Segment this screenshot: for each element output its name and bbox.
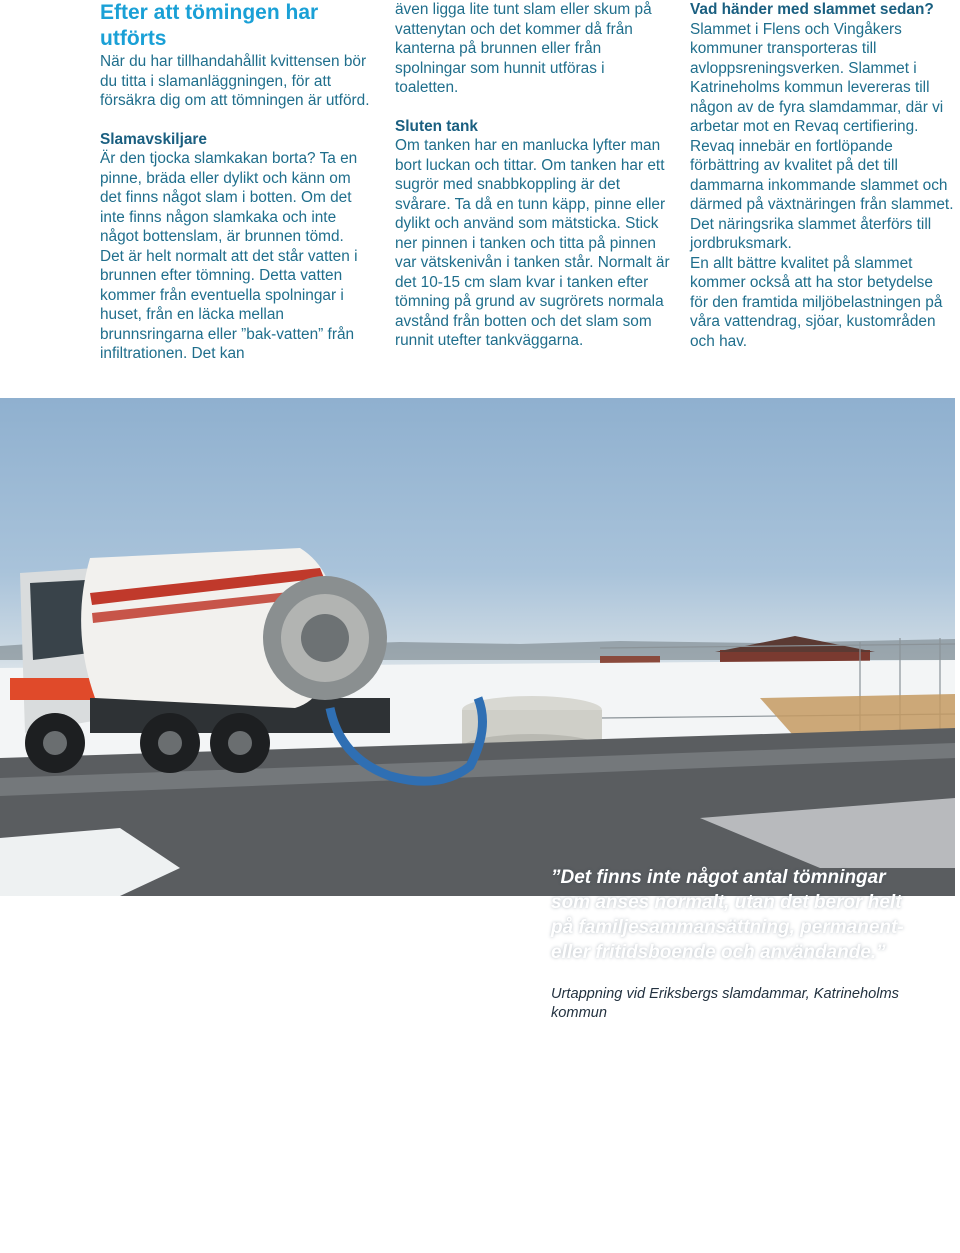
sluten-tank-paragraph: Om tanken har en manlucka lyfter man bort luckan och tittar. Om tanken har ett sugrör med snabbkoppling är det svårare. Ta då en tunn käpp, pinne eller dylikt och använd som mätsticka. Stick ner pinnen i tanken och titta på pinnen var vätskenivån i tanken står. Normalt är det 10-15 cm slam kvar i tanken efter tömning på grund av sugrörets normala avstånd från botten och det slam som runnit utefter tankväggarna. xyxy=(395,137,670,349)
page-title: Efter att tömingen har utförts xyxy=(100,1,319,50)
page-number: — 6 — xyxy=(508,1235,556,1252)
slamavskiljare-paragraph: Är den tjocka slamkakan borta? Ta en pinne, bräda eller dylikt och känn om det finns något slam i botten. Om det inte finns någon slamkaka och inte något bottenslam, är brunnen tömd. Det är helt normalt att det står vatten i brunnen efter tömning. Detta vatten kommer från eventuella spolningar i huset, från en läcka mellan brunnsringarna eller ”bak-vatten” från infiltrationen. Det kan xyxy=(100,150,358,362)
intro-paragraph: När du har tillhandahållit kvittensen bör du titta i slamanläggningen, för att försäkra dig om att tömningen är utförd. xyxy=(100,53,370,109)
text-column-1 xyxy=(100,0,370,364)
text-column-2 xyxy=(395,0,670,351)
subheading-vad-hander: Vad händer med slammet sedan? xyxy=(690,1,934,18)
continued-paragraph: även ligga lite tunt slam eller skum på vattenytan och det kommer då från kanterna på brunnen eller från spolningar som hunnit utföras i toaletten. xyxy=(395,1,652,96)
subheading-slamavskiljare: Slamavskiljare xyxy=(100,130,207,148)
subheading-sluten-tank: Sluten tank xyxy=(395,117,478,135)
vad-hander-paragraph-1: Slammet i Flens och Vingåkers kommuner transporteras till avloppsreningsverken. Slammet i Katrineholms kommun levereras till någon av de fyra slamdammar, där vi arbetar mot en Revaq certifiering. Revaq innebär en fortlöpande förbättring av kvalitet på det till dammarna inkommande slammet och därmed på växtnäringen från slammet. Det näringsrika slammet återförs till jordbruksmark. xyxy=(690,20,954,252)
vad-hander-paragraph-2: En allt bättre kvalitet på slammet kommer också att ha stor betydelse för den framtida miljöbelastningen på våra vattendrag, sjöar, kustområden och hav. xyxy=(690,254,943,350)
text-column-3 xyxy=(690,0,955,351)
photo-illustration xyxy=(0,398,955,896)
photo-caption: Urtappning vid Eriksbergs slamdammar, Katrineholms kommun xyxy=(551,986,899,1021)
pull-quote: ”Det finns inte något antal tömningar som anses normalt, utan det beror helt på familjesammansättning, permanent- eller fritidsboende och användande.” xyxy=(551,867,904,963)
tanker-truck-photo xyxy=(0,398,955,1252)
